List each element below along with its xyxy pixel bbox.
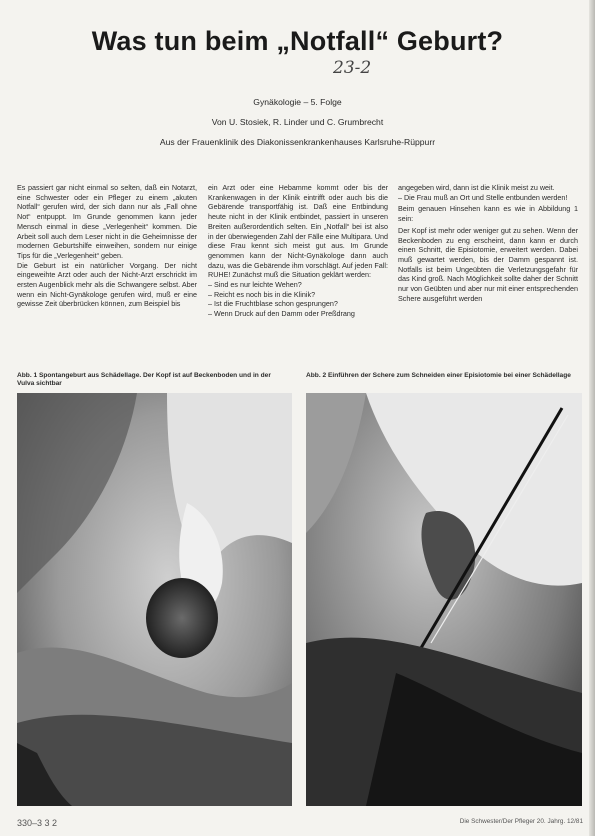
- series-label: Gynäkologie – 5. Folge: [253, 97, 342, 107]
- figure-2-caption: Abb. 2 Einführen der Schere zum Schneiden einer Episiotomie bei einer Schädellage: [306, 372, 571, 379]
- handwritten-note: 23-2: [333, 58, 372, 78]
- list-item: angegeben wird, dann ist die Klinik meist zu weit.: [398, 183, 555, 192]
- list-item: – Ist die Fruchtblase schon gesprungen?: [208, 299, 338, 309]
- figure-1-caption: Abb. 1 Spontangeburt aus Schädellage. Der Kopf ist auf Beckenboden und in der Vulva sichtbar: [17, 372, 271, 388]
- figure-2-photo: [306, 393, 582, 806]
- list-item: – Wenn Druck auf den Damm oder Preßdrang: [208, 309, 355, 319]
- paragraph: ein Arzt oder eine Hebamme kommt oder bis der Krankenwagen in der Klinik eintrifft oder auch bis die Gebärende transportfähig ist. Daß eine Entbindung heute nicht in der Klinik entbindet, passiert in unseren Breiten außerordentlich selten. Ein „Notfall“ bei ist also in der überwiegenden Zahl der Fälle eine Multipara. Und diese Frau kennt sich meist gut aus. Im Grunde genommen kann der Nicht-Gynäkologe dann auch dazu, was die Gebärende ihm vorschlägt. Auf jeden Fall: RUHE! Zunächst muß die Situation geklärt werden:: [208, 183, 388, 280]
- paragraph: Beim genauen Hinsehen kann es wie in Abbildung 1 sein:: [398, 204, 578, 224]
- figure-1-photo: [17, 393, 292, 806]
- photo-1-illustration: [17, 393, 292, 806]
- text-column-2: [208, 183, 388, 383]
- paragraph: Die Geburt ist ein natürlicher Vorgang. Der nicht eingeweihte Arzt oder auch der Nicht-Arzt erschrickt im ersten Augenblick mehr als die Schwangere selbst. Aber wenn ein Nicht-Gynäkologe gerufen wird, muß er eine gewisse Zeit überbrücken können, zum Beispiel bis: [17, 260, 197, 309]
- list-item: – Reicht es noch bis in die Klinik?: [208, 289, 316, 299]
- authors-line: Von U. Stosiek, R. Linder und C. Grumbrecht: [211, 117, 384, 127]
- paragraph: Der Kopf ist mehr oder weniger gut zu sehen. Wenn der Beckenboden zu eng erscheint, dann kann er durch einen Schnitt, die Episiotomie, erweitert werden. Dabei muß gewartet werden, bis der Damm gespannt ist. Notfalls ist beim Ungeübten die Verletzungsgefahr für das Kind groß. Nach Möglichkeit sollte daher der Schnitt nur von Geübten und aber nur mit einer entsprechenden Schere ausgeführt werden: [398, 225, 578, 303]
- list-item: – Sind es nur leichte Wehen?: [208, 280, 302, 290]
- text-column-3: [398, 183, 578, 383]
- page-edge-shadow: [589, 0, 595, 836]
- article-title: Was tun beim „Notfall“ Geburt?: [91, 26, 504, 56]
- photo-2-illustration: [306, 393, 582, 806]
- list-item: – Die Frau muß an Ort und Stelle entbunden werden!: [398, 192, 568, 202]
- page-number: 330–3 3 2: [17, 818, 58, 828]
- text-column-1: [17, 183, 197, 383]
- journal-footer: Die Schwester/Der Pfleger 20. Jahrg. 12/81: [459, 818, 583, 825]
- paragraph: Es passiert gar nicht einmal so selten, daß ein Notarzt, eine Schwester oder ein Pfleger zu einem „akuten Notfall“ gerufen wird, der sich dann nur als „Fall ohne Not“ entpuppt. Im Grunde genommen kann jeder Mensch einmal in diese „Verlegenheit“ kommen. Die Arbeit soll auch dem Leser nicht in die Geheimnisse der modernen Geburtshilfe einweihen, sondern nur einige Tips für die „Verlegenheit“ geben.: [17, 183, 197, 260]
- affiliation-line: Aus der Frauenklinik des Diakonissenkrankenhauses Karlsruhe-Rüppurr: [159, 137, 436, 147]
